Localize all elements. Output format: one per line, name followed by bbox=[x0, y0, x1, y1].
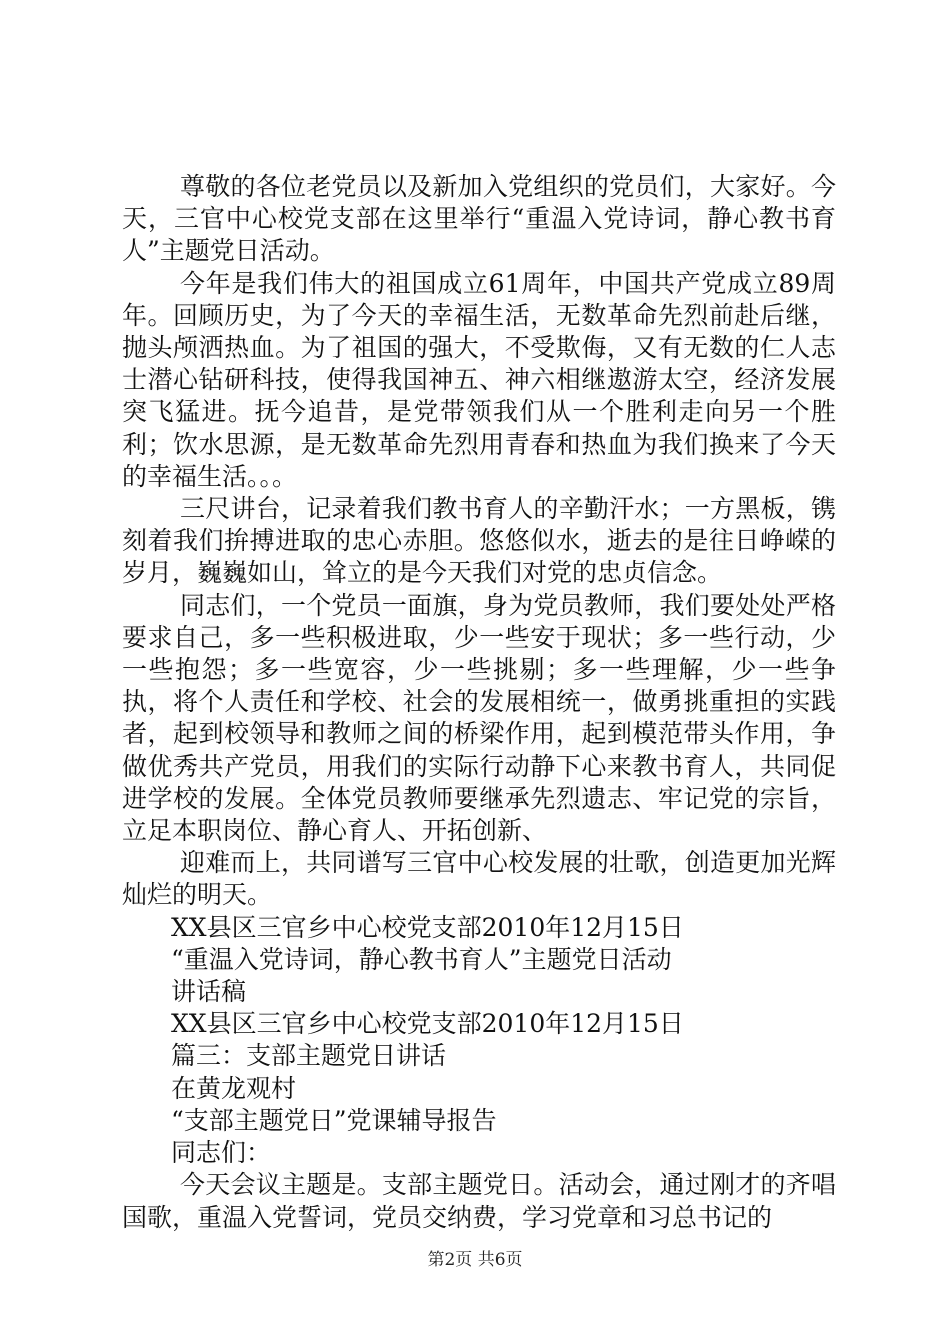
salutation-line: 同志们： bbox=[171, 1138, 272, 1168]
activity-title-line: “重温入党诗词，静心教书育人”主题党日活动 bbox=[171, 944, 672, 974]
paragraph-history: 今年是我们伟大的祖国成立61周年，中国共产党成立89周年。回顾历史，为了今天的幸福生活，无数革命先烈前赴后继，抛头颅洒热血。为了祖国的强大，不受欺侮，又有无数的仁人志士潜心钻研科技，使得我国神五、神六相继遨游太空，经济发展突飞猛进。抚今追昔，是党带领我们从一个胜利走向另一个胜利；饮水思源，是无数革命先烈用青春和热血为我们换来了今天的幸福生活。。。 bbox=[122, 268, 836, 491]
location-line: 在黄龙观村 bbox=[171, 1073, 297, 1103]
report-title-line: “支部主题党日”党课辅导报告 bbox=[171, 1105, 497, 1135]
signature-line-repeat: XX县区三官乡中心校党支部2010年12月15日 bbox=[171, 1009, 684, 1039]
signature-line: XX县区三官乡中心校党支部2010年12月15日 bbox=[171, 912, 684, 942]
paragraph-meeting: 今天会议主题是。支部主题党日。活动会，通过刚才的齐唱国歌，重温入党誓词，党员交纳费，学习党章和习总书记的 bbox=[122, 1170, 836, 1232]
document-body bbox=[122, 171, 836, 1234]
section-heading: 篇三：支部主题党日讲话 bbox=[171, 1041, 447, 1071]
paragraph-podium: 三尺讲台，记录着我们教书育人的辛勤汗水；一方黑板，镌刻着我们拚搏进取的忠心赤胆。悠悠似水，逝去的是往日峥嵘的岁月，巍巍如山，耸立的是今天我们对党的忠贞信念。 bbox=[122, 494, 836, 588]
paragraph-comrades: 同志们，一个党员一面旗，身为党员教师，我们要处处严格要求自己，多一些积极进取，少一些安于现状；多一些行动，少一些抱怨；多一些宽容，少一些挑剔；多一些理解，少一些争执，将个人责任和学校、社会的发展相统一，做勇挑重担的实践者，起到校领导和教师之间的桥梁作用，起到模范带头作用，争做优秀共产党员，用我们的实际行动静下心来教书育人，共同促进学校的发展。全体党员教师要继承先烈遗志、牢记党的宗旨，立足本职岗位、静心育人、开拓创新、 bbox=[122, 590, 836, 846]
paragraph-closing: 迎难而上，共同谱写三官中心校发展的壮歌，创造更加光辉灿烂的明天。 bbox=[122, 848, 836, 910]
speech-label-line: 讲话稿 bbox=[171, 977, 247, 1007]
paragraph-greeting: 尊敬的各位老党员以及新加入党组织的党员们，大家好。今天，三官中心校党支部在这里举行“重温入党诗词，静心教书育人”主题党日活动。 bbox=[122, 172, 836, 266]
page-footer: 第2页 共6页 bbox=[427, 1250, 523, 1270]
